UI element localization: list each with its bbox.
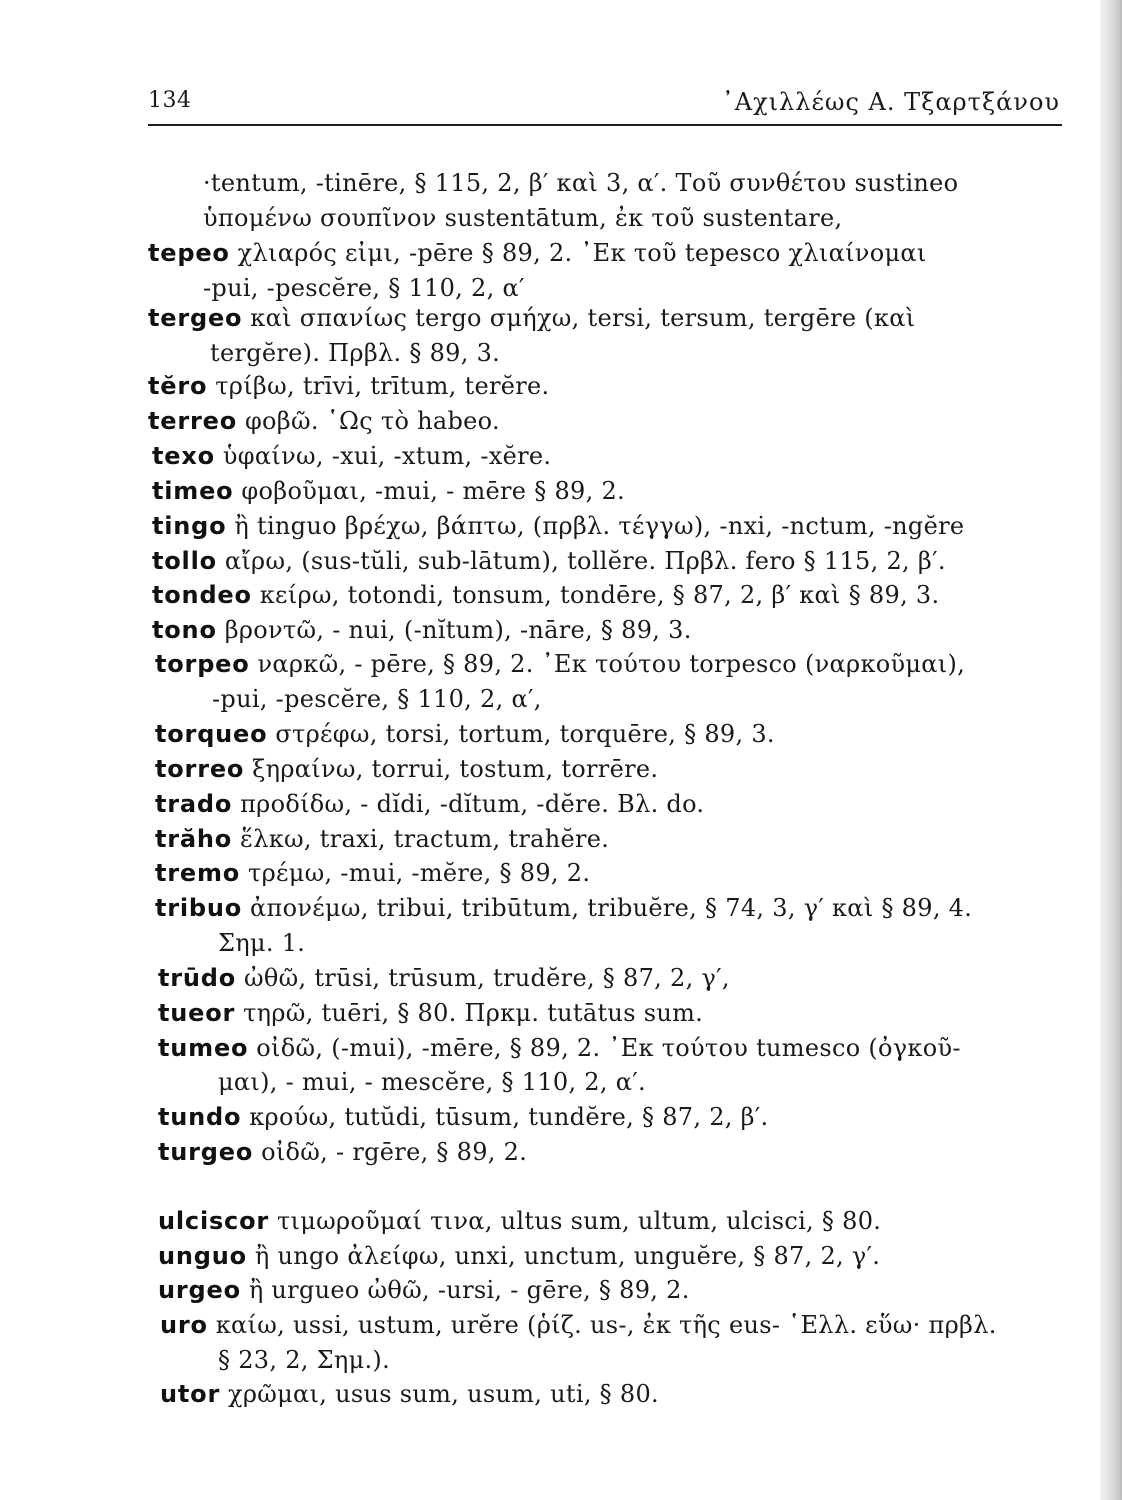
- entry-headword: trado: [155, 790, 233, 818]
- entry-line: [203, 200, 842, 236]
- entry-definition: τρίβω, trīvi, trītum, terĕre.: [215, 372, 550, 400]
- entry-definition: ἢ urgueo ὠθῶ, -ursi, - gēre, § 89, 2.: [248, 1276, 690, 1304]
- entry-headword: trūdo: [158, 964, 237, 992]
- entry-definition: οἰδῶ, - rgēre, § 89, 2.: [261, 1138, 528, 1166]
- entry-line: [155, 890, 972, 926]
- entry-definition: -pui, -pescĕre, § 110, 2, α′: [203, 274, 525, 302]
- entry-definition: φοβῶ. ῾Ως τὸ habeo.: [244, 407, 500, 435]
- entry-headword: urgeo: [158, 1276, 241, 1304]
- entry-line: [155, 821, 609, 857]
- entry-headword: tono: [152, 616, 217, 644]
- entry-line: [155, 855, 590, 891]
- entry-definition: ξηραίνω, torrui, tostum, torrēre.: [252, 755, 659, 783]
- entry-line: [152, 577, 939, 613]
- running-head: ᾿Αχιλλέως Α. Τξαρτξάνου: [721, 88, 1060, 116]
- entry-line: [152, 473, 625, 509]
- entry-line: [152, 612, 692, 648]
- entry-line: [155, 786, 704, 822]
- entry-headword: tollo: [152, 547, 217, 575]
- entry-definition: -pui, -pescĕre, § 110, 2, α′,: [212, 685, 542, 713]
- entry-headword: tremo: [155, 859, 241, 887]
- entry-definition: ὑφαίνω, -xui, -xtum, -xĕre.: [222, 442, 552, 470]
- entry-headword: torqueo: [155, 720, 268, 748]
- entry-headword: tondeo: [152, 581, 252, 609]
- entry-definition: τιμωροῦμαί τινα, ultus sum, ultum, ulcisci, § 80.: [276, 1207, 882, 1235]
- entry-definition: καὶ σπανίως tergo σμήχω, tersi, tersum, tergēre (καὶ: [250, 304, 916, 332]
- entry-line: [152, 438, 551, 474]
- entry-headword: texo: [152, 442, 215, 470]
- entry-line: [152, 508, 964, 544]
- entry-definition: ἀπονέμω, tribui, tribūtum, tribuĕre, § 74, 3, γ′ καὶ § 89, 4.: [250, 894, 973, 922]
- entry-definition: μαι), - mui, - mescĕre, § 110, 2, α′.: [218, 1068, 646, 1096]
- entry-definition: ἢ ungo ἀλείφω, unxi, unctum, unguĕre, § 87, 2, γ′.: [254, 1242, 881, 1270]
- entry-headword: unguo: [158, 1242, 247, 1270]
- header-rule: [148, 124, 1062, 126]
- entry-line: [148, 300, 915, 336]
- entry-headword: trăho: [155, 825, 233, 853]
- entry-line: [155, 646, 965, 682]
- entry-definition: καίω, ussi, ustum, urĕre (ῥίζ. us-, ἐκ τῆς eus- ῾Ελλ. εὕω· πρβλ.: [215, 1311, 997, 1339]
- entry-definition: οἰδῶ, (-mui), -mēre, § 89, 2. ᾿Εκ τούτου tumesco (ὀγκοῦ-: [256, 1034, 961, 1062]
- entry-headword: tĕro: [148, 372, 208, 400]
- entry-definition: χλιαρός εἰμι, -pēre § 89, 2. ᾿Εκ τοῦ tepesco χλιαίνομαι: [237, 239, 927, 267]
- entry-definition: ναρκῶ, - pēre, § 89, 2. ᾿Εκ τούτου torpesco (ναρκοῦμαι),: [257, 650, 966, 678]
- entry-headword: tergeo: [148, 304, 243, 332]
- book-gutter-shadow: [1100, 0, 1122, 1500]
- entry-line: [160, 1307, 997, 1343]
- entry-headword: torreo: [155, 755, 245, 783]
- entry-line: [203, 165, 958, 201]
- entry-line: [152, 543, 946, 579]
- entry-headword: tribuo: [155, 894, 243, 922]
- entry-line: [210, 335, 500, 371]
- entry-headword: tingo: [152, 512, 227, 540]
- entry-line: [160, 1376, 659, 1412]
- entry-line: [158, 1134, 527, 1170]
- entry-headword: ulciscor: [158, 1207, 270, 1235]
- entry-definition: κρούω, tutŭdi, tūsum, tundĕre, § 87, 2, β′.: [249, 1103, 769, 1131]
- entry-line: [212, 681, 542, 717]
- entry-definition: ὑπομένω σουπῖνον sustentātum, ἐκ τοῦ sustentare,: [203, 204, 843, 232]
- entry-definition: Σημ. 1.: [218, 929, 306, 957]
- entry-headword: tumeo: [158, 1034, 249, 1062]
- entry-definition: ὠθῶ, trūsi, trūsum, trudĕre, § 87, 2, γ′,: [244, 964, 730, 992]
- entry-line: [218, 925, 305, 961]
- entry-line: [158, 1238, 880, 1274]
- entry-definition: § 23, 2, Σημ.).: [218, 1346, 391, 1374]
- entry-line: [148, 403, 500, 439]
- entry-line: [218, 1342, 390, 1378]
- entry-line: [158, 1203, 881, 1239]
- entry-definition: tergĕre). Πρβλ. § 89, 3.: [210, 339, 501, 367]
- entry-line: [158, 1030, 961, 1066]
- entry-line: [148, 235, 927, 271]
- entry-definition: προδίδω, - dĭdi, -dĭtum, -dĕre. Βλ. do.: [240, 790, 705, 818]
- entry-line: [148, 368, 549, 404]
- entry-headword: tundo: [158, 1103, 242, 1131]
- entry-line: [155, 716, 775, 752]
- entry-line: [158, 995, 703, 1031]
- entry-definition: αἴρω, (sus-tŭli, sub-lātum), tollĕre. Πρβλ. fero § 115, 2, β′.: [224, 547, 946, 575]
- entry-definition: φοβοῦμαι, -mui, - mēre § 89, 2.: [241, 477, 625, 505]
- entry-line: [155, 751, 658, 787]
- entry-definition: ·tentum, -tinēre, § 115, 2, β′ καὶ 3, α′. Τοῦ συνθέτου sustineo: [203, 169, 959, 197]
- entry-line: [158, 960, 730, 996]
- entry-definition: ἢ tinguo βρέχω, βάπτω, (πρβλ. τέγγω), -nxi, -nctum, -ngĕre: [234, 512, 965, 540]
- entry-definition: τηρῶ, tuēri, § 80. Πρκμ. tutātus sum.: [243, 999, 704, 1027]
- page-header: [148, 88, 1060, 122]
- entry-definition: χρῶμαι, usus sum, usum, uti, § 80.: [228, 1380, 659, 1408]
- entry-headword: tepeo: [148, 239, 230, 267]
- entry-headword: tueor: [158, 999, 236, 1027]
- page-number: 134: [148, 88, 192, 113]
- entry-definition: στρέφω, torsi, tortum, torquēre, § 89, 3.: [275, 720, 775, 748]
- entry-headword: turgeo: [158, 1138, 254, 1166]
- entry-headword: utor: [160, 1380, 221, 1408]
- entry-definition: βροντῶ, - nui, (-nĭtum), -nāre, § 89, 3.: [224, 616, 692, 644]
- entry-line: [158, 1272, 690, 1308]
- entry-definition: τρέμω, -mui, -mĕre, § 89, 2.: [248, 859, 591, 887]
- entry-headword: torpeo: [155, 650, 250, 678]
- entry-line: [158, 1099, 768, 1135]
- entry-headword: terreo: [148, 407, 237, 435]
- entry-definition: κείρω, totondi, tonsum, tondēre, § 87, 2, β′ καὶ § 89, 3.: [259, 581, 940, 609]
- entry-headword: uro: [160, 1311, 208, 1339]
- entry-definition: ἕλκω, traxi, tractum, trahĕre.: [240, 825, 610, 853]
- entry-line: [218, 1064, 646, 1100]
- entry-headword: timeo: [152, 477, 234, 505]
